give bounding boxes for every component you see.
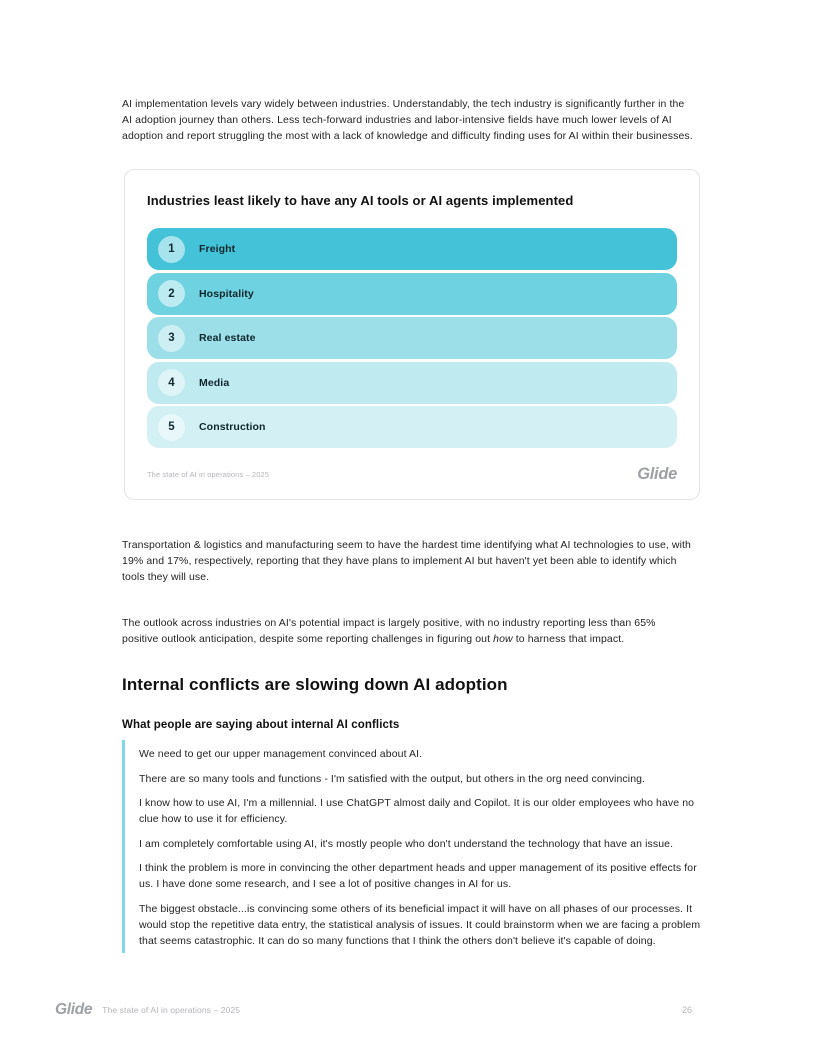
- rank-bar-construction: [147, 406, 677, 448]
- page-number: 26: [681, 1005, 692, 1015]
- quote-item: The biggest obstacle...is convincing some others of its beneficial impact it will have on all phases of our processes. It would stop the repetitive data entry, the statistical analysis of issues. It could brainstorm when we are facing a problem that seems catastrophic. It can do so many functions that I think the others don't believe it's capable of doing.: [139, 902, 701, 947]
- quote-item: We need to get our upper management convinced about AI.: [139, 748, 423, 761]
- bar-label: Media: [199, 376, 230, 389]
- outlook-italic-word: how: [493, 632, 513, 645]
- rank-badge: 1: [158, 236, 185, 263]
- outlook-text: The outlook across industries on AI's potential impact is largely positive, with no industry reporting less than 65% positive outlook anticipation, despite some reporting challenges in figuring out: [122, 616, 656, 645]
- rank-bar-real-estate: [147, 317, 677, 359]
- rank-bar-freight: [147, 228, 677, 270]
- section-heading: Internal conflicts are slowing down AI adoption: [122, 675, 508, 695]
- rank-badge: 3: [158, 325, 185, 352]
- quote-item: I am completely comfortable using AI, it's mostly people who don't understand the technology that have an issue.: [139, 837, 674, 850]
- quote-item: I know how to use AI, I'm a millennial. I use ChatGPT almost daily and Copilot. It is our older employees who have no clue how to use it for efficiency.: [139, 797, 695, 826]
- bar-label: Freight: [199, 243, 236, 256]
- card-title: Industries least likely to have any AI tools or AI agents implemented: [147, 193, 574, 209]
- ranked-bar-list: [147, 228, 677, 448]
- rank-badge: 5: [158, 414, 185, 441]
- section-subheading: What people are saying about internal AI conflicts: [122, 719, 400, 732]
- card-source-note: The state of AI in operations – 2025: [147, 470, 270, 480]
- intro-paragraph: AI implementation levels vary widely between industries. Understandably, the tech industry is significantly further in the AI adoption journey than others. Less tech-forward industries and labor-intensive fields have much lower levels of AI adoption and report struggling the most with a lack of knowledge and difficulty finding uses for AI within their businesses.: [122, 98, 693, 142]
- glide-logo: Glide: [637, 465, 677, 484]
- page-content: [122, 97, 702, 953]
- bar-label: Real estate: [199, 332, 256, 345]
- rank-badge: 2: [158, 280, 185, 307]
- transport-paragraph: Transportation & logistics and manufacturing seem to have the hardest time identifying what AI technologies to use, with 19% and 17%, respectively, reporting that they have plans to implement AI but haven't yet been able to identify which tools they will use.: [122, 539, 692, 583]
- card-footer: [147, 465, 677, 484]
- outlook-paragraph: [122, 616, 694, 648]
- outlook-text-end: to harness that impact.: [512, 632, 625, 645]
- bar-label: Construction: [199, 421, 266, 434]
- quote-item: There are so many tools and functions - I'm satisfied with the output, but others in the org need convincing.: [139, 772, 646, 785]
- rank-badge: 4: [158, 369, 185, 396]
- quotes-block: [122, 740, 710, 953]
- rank-bar-hospitality: [147, 273, 677, 315]
- rank-bar-media: [147, 362, 677, 404]
- footer-report-title: The state of AI in operations – 2025: [102, 1005, 241, 1015]
- quote-item: I think the problem is more in convincing the other department heads and upper management of its positive effects for us. I have done some research, and I see a lot of positive changes in AI for us.: [139, 862, 697, 891]
- bar-label: Hospitality: [199, 287, 254, 300]
- page-footer: [55, 1001, 692, 1019]
- industries-card: [124, 169, 700, 500]
- glide-footer-logo: Glide: [55, 1001, 93, 1018]
